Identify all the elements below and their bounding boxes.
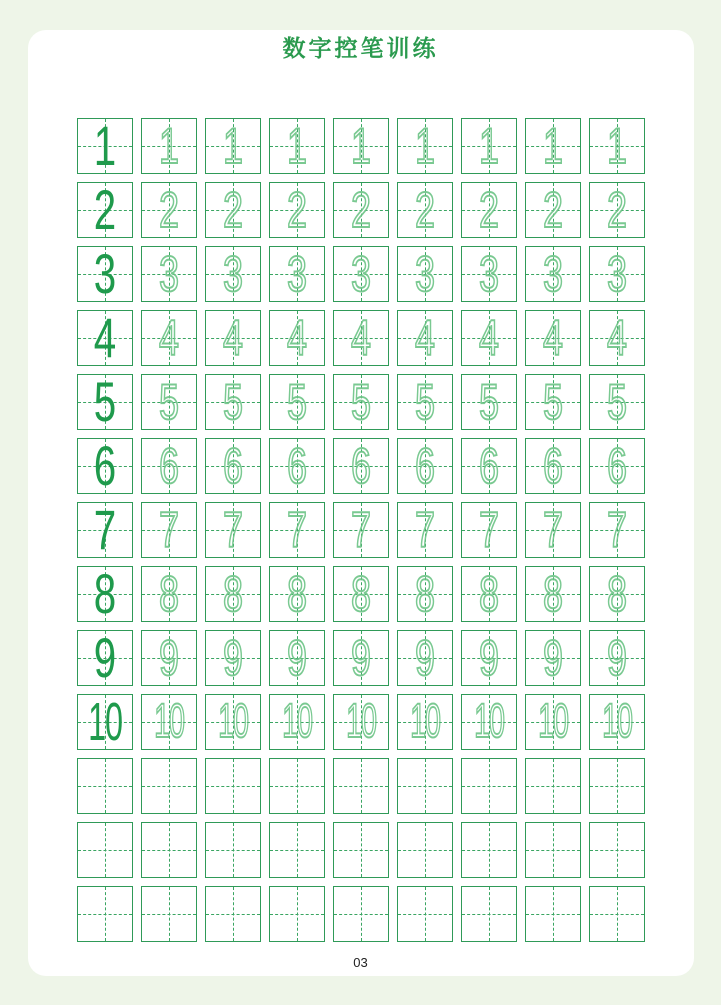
guide-line-vertical: [361, 887, 362, 941]
writing-cell[interactable]: [589, 566, 645, 622]
writing-cell[interactable]: [77, 178, 133, 241]
trace-digit: 7: [542, 502, 564, 558]
trace-digit: 8: [478, 566, 500, 622]
writing-cell[interactable]: [397, 182, 453, 238]
writing-cell[interactable]: [397, 886, 453, 942]
guide-line-vertical: [489, 887, 490, 941]
trace-digit: 9: [350, 630, 372, 686]
guide-line-vertical: [105, 887, 106, 941]
writing-cell[interactable]: [141, 886, 197, 942]
writing-cell[interactable]: [525, 758, 581, 814]
trace-digit: 10: [346, 695, 376, 748]
trace-digit: 5: [414, 374, 436, 430]
writing-cell[interactable]: [333, 374, 389, 430]
writing-cell[interactable]: [77, 370, 133, 433]
writing-cell[interactable]: [461, 182, 517, 238]
writing-cell[interactable]: [461, 374, 517, 430]
writing-cell[interactable]: [77, 114, 133, 177]
trace-digit: 10: [410, 695, 440, 748]
model-digit: 5: [93, 370, 117, 433]
trace-digit: 1: [286, 118, 308, 174]
writing-cell[interactable]: [397, 374, 453, 430]
trace-digit: 3: [158, 246, 180, 302]
writing-cell[interactable]: [205, 502, 261, 558]
writing-cell[interactable]: [461, 694, 517, 750]
writing-cell[interactable]: [525, 694, 581, 750]
writing-cell[interactable]: [397, 502, 453, 558]
guide-line-vertical: [425, 823, 426, 877]
trace-digit: 5: [350, 374, 372, 430]
writing-cell[interactable]: [525, 630, 581, 686]
trace-digit: 7: [158, 502, 180, 558]
writing-cell[interactable]: [141, 118, 197, 174]
writing-cell[interactable]: [205, 630, 261, 686]
writing-cell[interactable]: [461, 758, 517, 814]
model-digit: 3: [93, 242, 117, 305]
writing-cell[interactable]: [269, 758, 325, 814]
trace-digit: 6: [350, 438, 372, 494]
guide-line-vertical: [489, 823, 490, 877]
trace-digit: 7: [606, 502, 628, 558]
writing-cell[interactable]: [589, 182, 645, 238]
writing-cell[interactable]: [589, 438, 645, 494]
model-digit: 1: [93, 114, 117, 177]
writing-cell[interactable]: [589, 694, 645, 750]
writing-cell[interactable]: [397, 758, 453, 814]
guide-line-vertical: [169, 759, 170, 813]
writing-cell[interactable]: [525, 822, 581, 878]
writing-cell[interactable]: [333, 886, 389, 942]
writing-cell[interactable]: [205, 374, 261, 430]
writing-cell[interactable]: [269, 630, 325, 686]
trace-digit: 10: [282, 695, 312, 748]
writing-cell[interactable]: [205, 182, 261, 238]
writing-cell[interactable]: [77, 498, 133, 561]
writing-cell[interactable]: [461, 246, 517, 302]
writing-cell[interactable]: [269, 694, 325, 750]
writing-cell[interactable]: [397, 566, 453, 622]
writing-cell[interactable]: [205, 246, 261, 302]
writing-cell[interactable]: [397, 246, 453, 302]
trace-digit: 1: [158, 118, 180, 174]
trace-digit: 6: [542, 438, 564, 494]
writing-cell[interactable]: [205, 118, 261, 174]
writing-cell[interactable]: [77, 886, 133, 942]
writing-cell[interactable]: [333, 310, 389, 366]
guide-line-vertical: [617, 887, 618, 941]
trace-digit: 5: [542, 374, 564, 430]
writing-cell[interactable]: [333, 566, 389, 622]
writing-cell[interactable]: [141, 310, 197, 366]
writing-cell[interactable]: [589, 758, 645, 814]
writing-cell[interactable]: [461, 630, 517, 686]
guide-line-vertical: [169, 823, 170, 877]
guide-line-vertical: [425, 759, 426, 813]
writing-cell[interactable]: [205, 694, 261, 750]
trace-digit: 6: [286, 438, 308, 494]
writing-cell[interactable]: [461, 118, 517, 174]
trace-digit: 4: [350, 310, 372, 366]
trace-digit: 9: [606, 630, 628, 686]
model-digit: 6: [93, 434, 117, 497]
writing-cell[interactable]: [525, 502, 581, 558]
writing-cell[interactable]: [77, 242, 133, 305]
writing-cell[interactable]: [461, 502, 517, 558]
writing-cell[interactable]: [525, 182, 581, 238]
writing-cell[interactable]: [77, 626, 133, 689]
trace-digit: 9: [222, 630, 244, 686]
writing-cell[interactable]: [589, 118, 645, 174]
trace-digit: 10: [474, 695, 504, 748]
writing-cell[interactable]: [525, 118, 581, 174]
trace-digit: 10: [602, 695, 632, 748]
writing-cell[interactable]: [141, 694, 197, 750]
writing-cell[interactable]: [141, 758, 197, 814]
trace-digit: 6: [222, 438, 244, 494]
trace-digit: 6: [606, 438, 628, 494]
model-digit: 10: [88, 692, 122, 752]
trace-digit: 1: [414, 118, 436, 174]
trace-digit: 3: [350, 246, 372, 302]
writing-cell[interactable]: [461, 566, 517, 622]
writing-cell[interactable]: [589, 822, 645, 878]
writing-cell[interactable]: [269, 182, 325, 238]
trace-digit: 8: [542, 566, 564, 622]
trace-digit: 3: [414, 246, 436, 302]
writing-cell[interactable]: [525, 438, 581, 494]
guide-line-vertical: [361, 759, 362, 813]
model-digit: 9: [93, 626, 117, 689]
guide-line-vertical: [297, 887, 298, 941]
writing-cell[interactable]: [397, 310, 453, 366]
guide-line-vertical: [617, 759, 618, 813]
trace-digit: 7: [350, 502, 372, 558]
writing-cell[interactable]: [589, 246, 645, 302]
writing-cell[interactable]: [461, 822, 517, 878]
trace-digit: 4: [222, 310, 244, 366]
writing-cell[interactable]: [589, 502, 645, 558]
writing-cell[interactable]: [205, 822, 261, 878]
trace-digit: 7: [478, 502, 500, 558]
trace-digit: 8: [350, 566, 372, 622]
writing-cell[interactable]: [397, 630, 453, 686]
trace-digit: 9: [478, 630, 500, 686]
writing-cell[interactable]: [397, 822, 453, 878]
writing-cell[interactable]: [397, 118, 453, 174]
writing-cell[interactable]: [77, 434, 133, 497]
model-digit: 4: [93, 306, 117, 369]
trace-digit: 3: [542, 246, 564, 302]
page-number: 03: [353, 955, 368, 970]
writing-cell[interactable]: [589, 886, 645, 942]
writing-cell[interactable]: [269, 438, 325, 494]
writing-cell[interactable]: [269, 822, 325, 878]
trace-digit: 6: [414, 438, 436, 494]
writing-cell[interactable]: [205, 310, 261, 366]
trace-digit: 4: [414, 310, 436, 366]
writing-cell[interactable]: [333, 822, 389, 878]
writing-cell[interactable]: [589, 374, 645, 430]
trace-digit: 1: [606, 118, 628, 174]
writing-cell[interactable]: [77, 822, 133, 878]
trace-digit: 6: [478, 438, 500, 494]
guide-line-vertical: [489, 759, 490, 813]
writing-cell[interactable]: [77, 562, 133, 625]
writing-cell[interactable]: [141, 246, 197, 302]
writing-cell[interactable]: [461, 438, 517, 494]
trace-digit: 10: [154, 695, 184, 748]
writing-cell[interactable]: [525, 246, 581, 302]
trace-digit: 2: [542, 182, 564, 238]
trace-digit: 3: [222, 246, 244, 302]
trace-digit: 2: [478, 182, 500, 238]
guide-line-vertical: [233, 887, 234, 941]
trace-digit: 1: [542, 118, 564, 174]
trace-digit: 10: [218, 695, 248, 748]
writing-cell[interactable]: [205, 438, 261, 494]
guide-line-vertical: [553, 759, 554, 813]
trace-digit: 9: [286, 630, 308, 686]
guide-line-vertical: [169, 887, 170, 941]
writing-cell[interactable]: [461, 310, 517, 366]
trace-digit: 1: [478, 118, 500, 174]
trace-digit: 9: [414, 630, 436, 686]
trace-digit: 1: [350, 118, 372, 174]
guide-line-vertical: [233, 823, 234, 877]
trace-digit: 7: [414, 502, 436, 558]
writing-cell[interactable]: [269, 118, 325, 174]
trace-digit: 6: [158, 438, 180, 494]
writing-cell[interactable]: [141, 182, 197, 238]
model-digit: 7: [93, 498, 117, 561]
trace-digit: 8: [286, 566, 308, 622]
trace-digit: 4: [158, 310, 180, 366]
writing-cell[interactable]: [589, 630, 645, 686]
trace-digit: 2: [158, 182, 180, 238]
writing-cell[interactable]: [77, 758, 133, 814]
trace-digit: 8: [606, 566, 628, 622]
trace-digit: 2: [350, 182, 372, 238]
writing-cell[interactable]: [141, 566, 197, 622]
writing-cell[interactable]: [589, 310, 645, 366]
trace-digit: 2: [286, 182, 308, 238]
writing-cell[interactable]: [141, 374, 197, 430]
writing-cell[interactable]: [141, 502, 197, 558]
guide-line-vertical: [297, 823, 298, 877]
trace-digit: 1: [222, 118, 244, 174]
writing-cell[interactable]: [269, 374, 325, 430]
trace-digit: 3: [478, 246, 500, 302]
trace-digit: 5: [286, 374, 308, 430]
writing-cell[interactable]: [525, 374, 581, 430]
writing-cell[interactable]: [525, 566, 581, 622]
trace-digit: 5: [478, 374, 500, 430]
guide-line-vertical: [617, 823, 618, 877]
writing-cell[interactable]: [141, 630, 197, 686]
trace-digit: 7: [222, 502, 244, 558]
page-title: 数字控笔训练: [282, 36, 439, 62]
trace-digit: 7: [286, 502, 308, 558]
writing-cell[interactable]: [269, 246, 325, 302]
trace-digit: 5: [158, 374, 180, 430]
writing-cell[interactable]: [333, 118, 389, 174]
trace-digit: 2: [222, 182, 244, 238]
trace-digit: 4: [542, 310, 564, 366]
trace-digit: 4: [286, 310, 308, 366]
writing-cell[interactable]: [269, 886, 325, 942]
writing-cell[interactable]: [333, 502, 389, 558]
guide-line-vertical: [553, 887, 554, 941]
trace-digit: 4: [478, 310, 500, 366]
writing-cell[interactable]: [141, 438, 197, 494]
trace-digit: 2: [414, 182, 436, 238]
writing-cell[interactable]: [333, 182, 389, 238]
trace-digit: 8: [222, 566, 244, 622]
trace-digit: 3: [606, 246, 628, 302]
trace-digit: 2: [606, 182, 628, 238]
writing-cell[interactable]: [397, 438, 453, 494]
guide-line-vertical: [425, 887, 426, 941]
guide-line-vertical: [105, 759, 106, 813]
writing-cell[interactable]: [333, 246, 389, 302]
writing-cell[interactable]: [269, 502, 325, 558]
writing-cell[interactable]: [333, 694, 389, 750]
guide-line-vertical: [297, 759, 298, 813]
trace-digit: 8: [414, 566, 436, 622]
trace-digit: 9: [158, 630, 180, 686]
writing-cell[interactable]: [77, 694, 133, 750]
model-digit: 8: [93, 562, 117, 625]
trace-digit: 5: [222, 374, 244, 430]
writing-cell[interactable]: [141, 822, 197, 878]
guide-line-vertical: [361, 823, 362, 877]
writing-cell[interactable]: [333, 438, 389, 494]
trace-digit: 3: [286, 246, 308, 302]
writing-cell[interactable]: [269, 566, 325, 622]
writing-cell[interactable]: [461, 886, 517, 942]
writing-cell[interactable]: [77, 306, 133, 369]
guide-line-vertical: [553, 823, 554, 877]
writing-cell[interactable]: [333, 630, 389, 686]
writing-cell[interactable]: [397, 694, 453, 750]
guide-line-vertical: [233, 759, 234, 813]
writing-cell[interactable]: [333, 758, 389, 814]
guide-line-vertical: [105, 823, 106, 877]
writing-cell[interactable]: [525, 886, 581, 942]
trace-digit: 8: [158, 566, 180, 622]
trace-digit: 4: [606, 310, 628, 366]
model-digit: 2: [93, 178, 117, 241]
writing-cell[interactable]: [205, 566, 261, 622]
writing-cell[interactable]: [525, 310, 581, 366]
trace-digit: 9: [542, 630, 564, 686]
writing-cell[interactable]: [269, 310, 325, 366]
writing-cell[interactable]: [205, 886, 261, 942]
writing-cell[interactable]: [205, 758, 261, 814]
trace-digit: 5: [606, 374, 628, 430]
trace-digit: 10: [538, 695, 568, 748]
